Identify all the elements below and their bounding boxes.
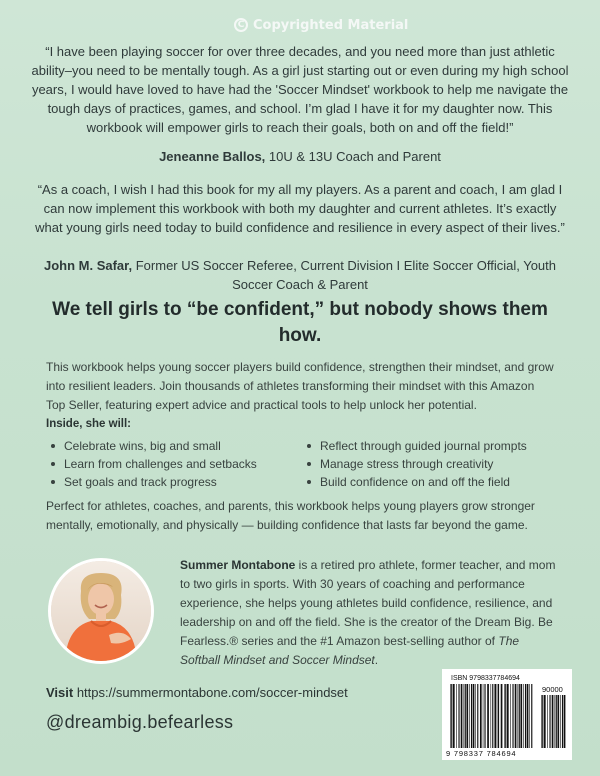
social-handle[interactable]: @dreambig.befearless bbox=[46, 712, 234, 732]
barcode-bar bbox=[515, 684, 517, 748]
barcode-bar bbox=[523, 684, 524, 748]
barcode-bar bbox=[484, 684, 485, 748]
author-bio-end: . bbox=[374, 653, 379, 667]
barcode-bar bbox=[501, 684, 503, 748]
isbn-barcode bbox=[442, 669, 572, 760]
list-item: Reflect through guided journal prompts bbox=[302, 437, 527, 455]
outro-paragraph: Perfect for athletes, coaches, and parents, this workbook helps young players grow stronger mentally, emotionally, and physically — building confidence that lasts far beyond the game. bbox=[46, 499, 535, 532]
barcode-bar bbox=[461, 684, 463, 748]
barcode-bar bbox=[475, 684, 476, 748]
barcode-bar bbox=[453, 684, 455, 748]
barcode-bar bbox=[487, 684, 489, 748]
author-name: Summer Montabone bbox=[180, 558, 296, 572]
barcode-bar bbox=[450, 684, 451, 748]
barcode-bar bbox=[469, 684, 470, 748]
barcode-bar bbox=[547, 695, 548, 748]
barcode-bar bbox=[544, 695, 546, 748]
testimonial-quote-1: “I have been playing soccer for over three decades, and you need more than just athletic ability–you need to be mentally tough. As a girl just starting out or even during my high school years, I would have loved to have had the 'Soccer Mindset' workbook to help me navigate the tough days of practices, games, and school. I’m glad I have it for my daughter now. This workbook will empower girls to reach their goals, both on and off the field!” bbox=[31, 44, 569, 135]
barcode-bar bbox=[555, 695, 556, 748]
author-portrait-illustration bbox=[51, 561, 151, 661]
barcode-bar bbox=[494, 684, 496, 748]
barcode-bar bbox=[473, 684, 475, 748]
list-item: Celebrate wins, big and small bbox=[46, 437, 257, 455]
testimonial-name-2: John M. Safar, bbox=[43, 258, 133, 273]
barcode-bar bbox=[564, 695, 566, 748]
copyright-watermark bbox=[234, 15, 408, 35]
barcode-bar bbox=[491, 684, 492, 748]
barcode-bar bbox=[512, 684, 513, 748]
inside-title: Inside, she will: bbox=[46, 418, 131, 430]
barcode-bar bbox=[520, 684, 522, 748]
barcode-bar bbox=[562, 695, 563, 748]
barcode-bar bbox=[519, 684, 520, 748]
barcode-bar bbox=[556, 695, 557, 748]
barcode-bar bbox=[498, 684, 499, 748]
barcode-bar bbox=[465, 684, 466, 748]
barcode-bar bbox=[541, 695, 542, 748]
author-bio-text: is a retired pro athlete, former teacher, and mom to two girls in sports. With 30 years of coaching and performance experience, she helps young athletes build confidence, resilience, and leadership on and off the field. She is the creator of the Dream Big. Be Fearless.® series and the #1 Amazon best-selling author of bbox=[180, 558, 556, 648]
barcode-bar bbox=[529, 684, 530, 748]
intro-paragraph: This workbook helps young soccer players build confidence, strengthen their mindset, and grow into resilient leaders. Join thousands of athletes transforming their mindset with this Amazon Top Seller, featuring expert advice and practical tools to help unlock her potential. bbox=[46, 360, 554, 412]
barcode-bar bbox=[477, 684, 478, 748]
price-code: 90000 bbox=[542, 685, 563, 694]
barcode-bar bbox=[557, 695, 559, 748]
testimonial-attribution-2 bbox=[30, 256, 570, 294]
barcode-bar bbox=[483, 684, 484, 748]
list-item: Manage stress through creativity bbox=[302, 455, 527, 473]
barcode-bar bbox=[480, 684, 482, 748]
barcode-bar bbox=[464, 684, 465, 748]
barcode-bar bbox=[497, 684, 498, 748]
barcode-bar bbox=[504, 684, 505, 748]
barcode-bar bbox=[525, 684, 526, 748]
visit-line bbox=[46, 685, 348, 700]
testimonial-quote-2: “As a coach, I wish I had this book for my all my players. As a parent and coach, I am glad I can now implement this workbook with both my daughter and current athletes. It’s exactly what young girls need today to build confidence and resilience in every aspect of their lives.” bbox=[35, 182, 565, 235]
barcode-bar bbox=[549, 695, 550, 748]
barcode-bar bbox=[542, 695, 543, 748]
testimonial-name-1: Jeneanne Ballos, bbox=[159, 149, 266, 164]
barcode-bar bbox=[527, 684, 529, 748]
author-photo bbox=[48, 558, 154, 664]
list-item: Learn from challenges and setbacks bbox=[46, 455, 257, 473]
barcode-bar bbox=[451, 684, 452, 748]
bullet-list-left bbox=[46, 437, 257, 491]
visit-label: Visit bbox=[46, 685, 74, 700]
barcode-bars bbox=[442, 669, 572, 760]
bullet-list-right bbox=[302, 437, 527, 491]
headline: We tell girls to “be confident,” but nobody shows them how. bbox=[52, 299, 548, 346]
testimonial-attribution-1 bbox=[30, 147, 570, 166]
barcode-bar bbox=[507, 684, 509, 748]
isbn-label: ISBN 9798337784694 bbox=[451, 675, 520, 682]
barcode-bar bbox=[505, 684, 506, 748]
copyright-text: Copyrighted Material bbox=[253, 17, 409, 33]
barcode-bar bbox=[456, 684, 457, 748]
author-books: The Softball Mindset and Soccer Mindset bbox=[180, 634, 520, 667]
barcode-bar bbox=[560, 695, 561, 748]
website-link[interactable]: https://summermontabone.com/soccer-mindset bbox=[73, 685, 348, 700]
list-item: Set goals and track progress bbox=[46, 473, 257, 491]
barcode-digits: 9 798337 784694 bbox=[446, 749, 517, 758]
barcode-bar bbox=[492, 684, 493, 748]
barcode-bar bbox=[552, 695, 554, 748]
author-bio bbox=[180, 556, 560, 670]
testimonial-role-2: Former US Soccer Referee, Current Division I Elite Soccer Official, Youth Soccer Coach & Parent bbox=[132, 258, 556, 292]
barcode-bar bbox=[510, 684, 511, 748]
barcode-bar bbox=[458, 684, 459, 748]
barcode-bar bbox=[518, 684, 519, 748]
copyright-icon: C bbox=[234, 18, 248, 32]
barcode-bar bbox=[466, 684, 468, 748]
barcode-bar bbox=[531, 684, 532, 748]
list-item: Build confidence on and off the field bbox=[302, 473, 527, 491]
testimonial-role-1: 10U & 13U Coach and Parent bbox=[265, 149, 441, 164]
barcode-bar bbox=[471, 684, 472, 748]
